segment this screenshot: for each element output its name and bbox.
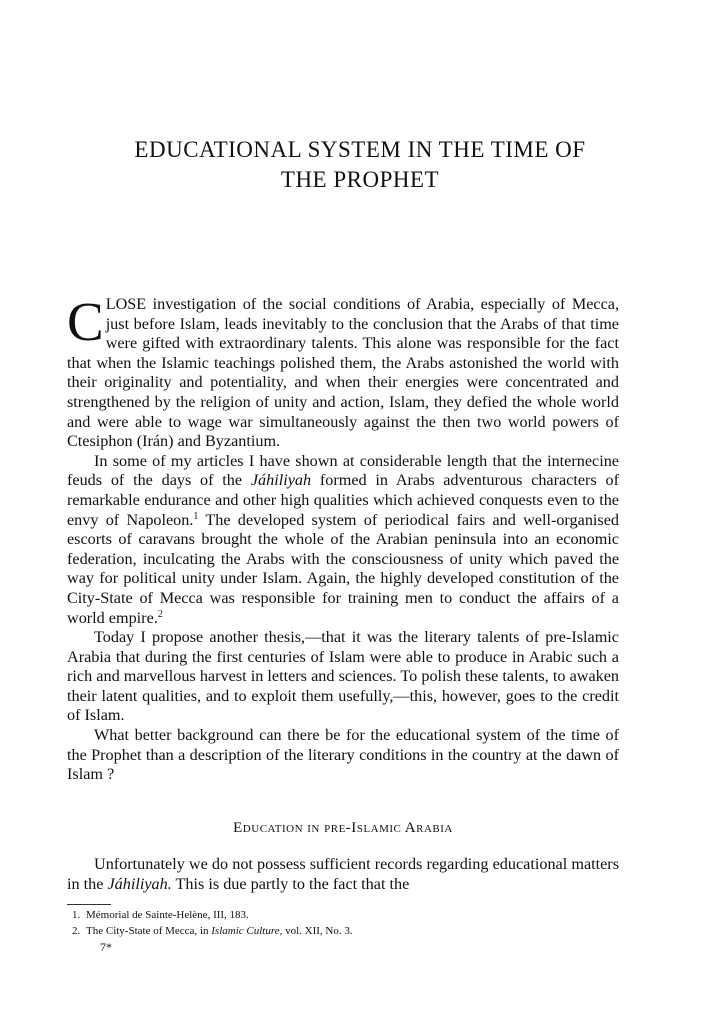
section-paragraph-1 bbox=[67, 855, 619, 894]
footnote-2-text-b: vol. XII, No. 3. bbox=[282, 925, 353, 937]
footnote-1 bbox=[72, 907, 612, 923]
footnote-2-text-a: The City-State of Mecca, in bbox=[86, 925, 212, 937]
paragraph-4: What better background can there be for the educational system of the time of the Prophet than a description of the literary conditions in the country at the dawn of Islam ? bbox=[67, 726, 619, 784]
section-heading: Education in pre-Islamic Arabia bbox=[233, 820, 453, 836]
jahiliyah-term: Jáhiliyah bbox=[250, 471, 312, 490]
footnote-ref-1: 1 bbox=[193, 510, 199, 522]
paragraph-1 bbox=[67, 291, 619, 452]
paragraph-3: Today I propose another thesis,—that it was the literary talents of pre-Islamic Arabia that during the first centuries of Islam were able to produce in Arabic such a rich and marvellous harvest in letters and sciences. To polish these talents, to awaken their latent qualities, and to exploit them usefully,—this, however, goes to the credit of Islam. bbox=[67, 628, 619, 725]
section-text-a: Unfortunately we do not possess sufficient records regarding educational matters in the bbox=[67, 855, 619, 893]
section-body bbox=[67, 855, 619, 894]
footnotes bbox=[72, 907, 612, 939]
title-line-2: THE PROPHET bbox=[280, 167, 440, 193]
footnote-ref-2: 2 bbox=[157, 608, 163, 620]
page-title bbox=[60, 135, 660, 195]
article-body bbox=[67, 291, 619, 785]
footnote-2-number: 2. bbox=[72, 925, 81, 937]
footnote-1-text: Mémorial de Sainte-Helène, III, 183. bbox=[86, 909, 249, 921]
drop-cap: C bbox=[67, 291, 104, 352]
paragraph-2-text-b: formed in Arabs adventurous characters of remarkable endurance and other high qualities which achieved conquests even to the envy of Napoleon. bbox=[67, 471, 619, 529]
paragraph-2 bbox=[67, 452, 619, 628]
title-line-1: EDUCATIONAL SYSTEM IN THE TIME OF bbox=[134, 137, 586, 163]
footnote-1-number: 1. bbox=[72, 909, 81, 921]
footnote-2 bbox=[72, 923, 612, 939]
footnote-2-journal: Islamic Culture, bbox=[211, 925, 283, 937]
footnote-divider bbox=[67, 904, 111, 905]
paragraph-2-text-c: The developed system of periodical fairs and well-organised escorts of caravans brought the whole of the Arabian peninsula into an economic federation, inculcating the Arabs with the consciousness of unity which paved the way for political unity under Islam. Again, the highly developed constitution of the City-State of Mecca was responsible for training men to conduct the affairs of a world empire. bbox=[67, 510, 619, 627]
section-jahiliyah-term: Jáhiliyah. bbox=[107, 874, 172, 893]
signature-mark: 7* bbox=[100, 940, 112, 954]
paragraph-2-text-a: In some of my articles I have shown at considerable length that the internecine feuds of the days of the bbox=[67, 451, 619, 490]
section-text-b: This is due partly to the fact that the bbox=[171, 874, 410, 893]
paragraph-1-text: LOSE investigation of the social conditions of Arabia, especially of Mecca, just before Islam, leads inevitably to the conclusion that the Arabs of that time were gifted with extraordinary talents. This alone was responsible for the fact that when the Islamic teachings polished them, the Arabs astonished the world with their originality and potentiality, and when their energies were concentrated and strengthened by the religion of unity and action, Islam, they defied the whole world and were able to wage war simultaneously against the then two world powers of Ctesiphon (Irán) and Byzantium. bbox=[67, 295, 619, 451]
